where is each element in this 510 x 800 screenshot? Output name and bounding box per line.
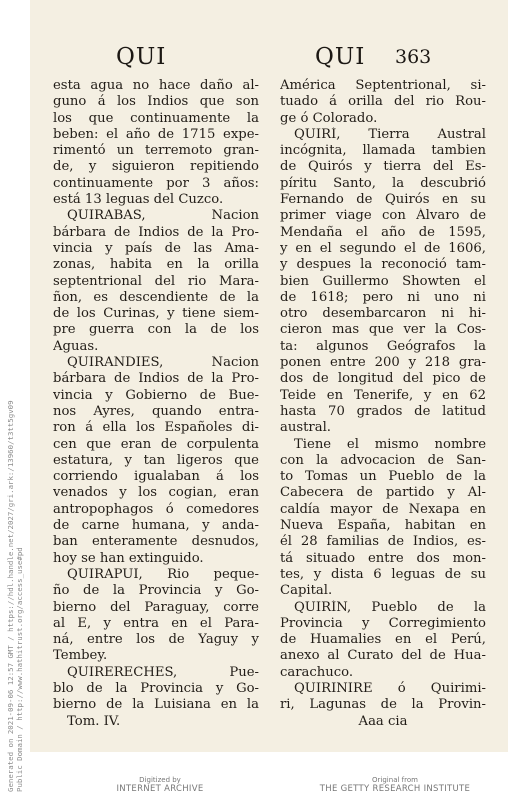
digitized-by-credit [80,776,240,794]
text-line: hasta 70 grados de latitud [280,403,486,419]
text-line: pre guerra con la de los [53,322,259,338]
text-line: ta: algunos Geógrafos la [280,338,486,354]
text-line: Mendaña el año de 1595, [280,224,486,240]
text-line: Aguas. [53,338,99,354]
text-line: los que continuamente la [53,110,259,126]
generated-notice-text [6,400,24,792]
digitized-by-label: Digitized by [139,776,181,784]
text-line: tes, y dista 6 leguas de su [280,566,486,582]
text-line: de, y siguieron repitiendo [53,159,259,175]
text-line: está 13 leguas del Cuzco. [53,192,224,208]
original-from-label: Original from [372,776,418,784]
generated-notice-sidebar [2,400,28,792]
text-line: tuado á orilla del rio Rou- [280,94,486,110]
text-line: Teide en Tenerife, y en 62 [280,387,486,403]
text-line: QUIRÍN, Pueblo de la [294,599,486,615]
text-line: nos Ayres, quando entra- [53,403,259,419]
text-line: Capital. [280,583,333,599]
text-line: Aaa cia [358,713,408,729]
source-institution-name: THE GETTY RESEARCH INSTITUTE [319,784,471,794]
text-line: de Huamalies en el Perú, [280,632,486,648]
text-line: otro desembarcaron ni hi- [280,306,486,322]
digitizer-name: INTERNET ARCHIVE [116,784,204,794]
text-line: Tom. IV. [67,713,121,729]
text-line: vincia y Gobierno de Bue- [53,387,259,403]
license-notice-line: Public Domain / http://www.hathitrust.org/access_use#pd [15,547,24,792]
running-head-right: QUI [315,44,366,70]
text-line: y despues la reconoció tam- [280,257,486,273]
text-line: primer viage con Álvaro de [280,208,486,224]
right-text-column [280,78,486,730]
text-line: dos de longitud del pico de [280,371,486,387]
text-line: de Quirós y tierra del Es- [280,159,486,175]
original-from-credit [300,776,490,794]
text-line: continuamente por 3 años: [53,175,259,191]
text-line: ri, Lagunas de la Provin- [280,697,486,713]
text-line: QUIRANDIES, Nacion [67,355,259,371]
text-line: de los Curinas, y tiene siem- [53,306,259,322]
text-line: bárbara de Indios de la Pro- [53,371,259,387]
text-line: QUIRAPUI, Rio peque- [67,566,259,582]
text-line: esta agua no hace daño al- [53,78,259,93]
text-line: y en el segundo el de 1606, [280,240,486,256]
text-line: carachuco. [280,664,354,680]
text-line: bierno del Paraguay, corre [53,599,259,615]
left-text-column [53,78,259,730]
text-line: Tembey. [53,648,108,664]
text-line: QUIRINIRE ó Quirimi- [294,680,486,696]
text-line: QUIRABAS, Nacion [67,208,259,224]
text-line: Tiene el mismo nombre [294,436,486,452]
generated-notice-line: Generated on 2021-09-06 12:57 GMT / https://hdl.handle.net/2027/gri.ark:/13960/t3tt5gv09 [6,400,15,792]
text-line: to Tomas un Pueblo de la [280,469,486,485]
text-line: ron á ella los Españoles di- [53,420,259,436]
text-line: ponen entre 200 y 218 gra- [280,355,486,371]
running-head-left: QUI [116,44,167,70]
text-line: cieron mas que ver la Cos- [280,322,486,338]
text-line: América Septentrional, si- [280,78,486,93]
text-line: estatura, y tan ligeros que [53,452,259,468]
text-line: Nueva España, habitan en [280,518,486,534]
text-line: él 28 familias de Indios, es- [280,534,486,550]
text-line: ñon, es descendiente de la [53,289,259,305]
text-line: con la advocacion de San- [280,452,486,468]
text-line: bien Guillermo Showten el [280,273,486,289]
text-line: de carne humana, y anda- [53,518,259,534]
text-line: al E, y entra en el Para- [53,615,259,631]
text-line: Cabecera de partido y Al- [280,485,486,501]
text-line: guno á los Indios que son [53,94,259,110]
text-line: anexo al Curato del de Hua- [280,648,486,664]
text-line: caldía mayor de Nexapa en [280,501,486,517]
text-line: incógnita, llamada tambien [280,143,486,159]
text-line: austral. [280,420,331,436]
text-line: ná, entre los de Yaguy y [53,632,259,648]
text-line: cen que eran de corpulenta [53,436,259,452]
text-line: tá situado entre dos mon- [280,550,486,566]
text-line: ban enteramente desnudos, [53,534,259,550]
text-line: rimentó un terremoto gran- [53,143,259,159]
text-line: septentrional del rio Mara- [53,273,259,289]
page-number: 363 [395,46,432,68]
text-line: de 1618; pero ni uno ni [280,289,486,305]
text-line: zonas, habita en la orilla [53,257,259,273]
text-line: ge ó Colorado. [280,110,378,126]
text-line: Provincia y Corregimiento [280,615,486,631]
text-line: venados y los cogian, eran [53,485,259,501]
text-line: bierno de la Luisiana en la [53,697,259,713]
text-line: blo de la Provincia y Go- [53,680,259,696]
text-line: beben: el año de 1715 expe- [53,126,259,142]
text-line: QUIRÍ, Tierra Austral [294,126,486,142]
text-line: bárbara de Indios de la Pro- [53,224,259,240]
text-line: Fernando de Quirós en su [280,192,486,208]
text-line: antropophagos ó comedores [53,501,259,517]
text-line: QUIRERECHES, Pue- [67,664,259,680]
text-line: píritu Santo, la descubrió [280,175,486,191]
book-page [30,0,508,752]
text-line: corriendo igualaban á los [53,469,259,485]
text-line: hoy se han extinguido. [53,550,204,566]
text-line: ño de la Provincia y Go- [53,583,259,599]
text-line: vincia y país de las Ama- [53,240,259,256]
